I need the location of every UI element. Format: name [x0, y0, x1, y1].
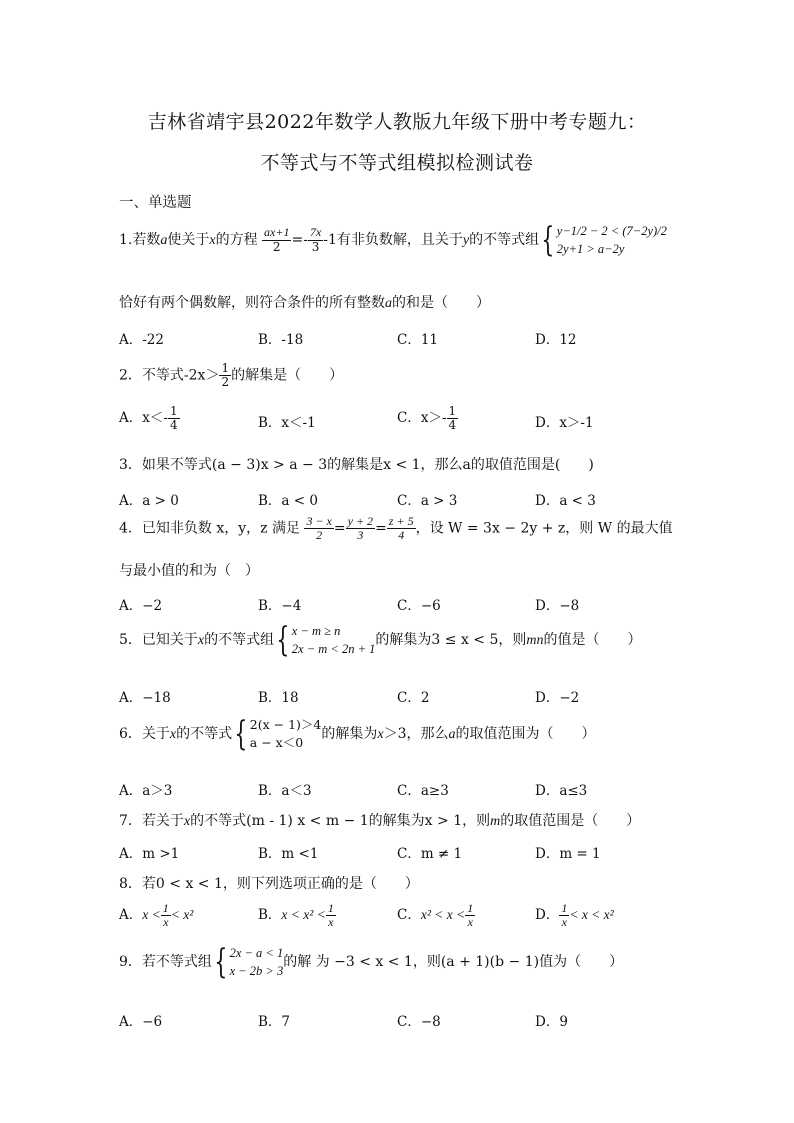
q2-option-c[interactable]: C．x＞- $\frac{1}{4}$: [397, 404, 457, 433]
q5-option-c[interactable]: C．2: [397, 690, 430, 706]
q6-option-c[interactable]: C．a≥3: [397, 783, 449, 799]
q4-option-b[interactable]: B．−4: [258, 598, 302, 614]
q5-option-b[interactable]: B．18: [258, 690, 299, 706]
q3-option-d[interactable]: D．a < 3: [535, 493, 596, 509]
q8-option-b[interactable]: B．x < x² < $\frac{1}{x}$: [258, 901, 334, 930]
q6-option-d[interactable]: D．a≤3: [535, 783, 588, 799]
q9-option-a[interactable]: A．−6: [119, 1014, 163, 1030]
q2-option-a[interactable]: A．x＜- $\frac{1}{4}$: [119, 404, 178, 433]
q4-option-c[interactable]: C．−6: [397, 598, 441, 614]
q2-option-b[interactable]: B．x＜-1: [258, 415, 316, 431]
q6-option-a[interactable]: A．a＞3: [119, 783, 173, 799]
question-1-line-2: 恰好有两个偶数解，则符合条件的所有整数a的和是（ ）: [119, 295, 490, 311]
q2-option-d[interactable]: D．x＞-1: [535, 415, 594, 431]
title-line-1: 吉林省靖宇县2022年数学人教版九年级下册中考专题九：: [147, 111, 647, 133]
q9-option-b[interactable]: B．7: [258, 1014, 291, 1030]
q7-option-a[interactable]: A．m >1: [119, 846, 180, 862]
question-1: 1.若数a使关于x的方程 $\frac{ax+1}{2}$ =- $\frac{7x}{3}$ -1有非负数解，且关于y的不等式组{ y−1/2 − 2 < (7−2y)/2 2y+1 > a−2y: [119, 220, 667, 261]
q7-option-d[interactable]: D．m = 1: [535, 846, 601, 862]
q3-option-c[interactable]: C．a > 3: [397, 493, 458, 509]
question-9: 9．若不等式组{ 2x − a < 1 x − 2b > 3 的解 为 −3 < x < 1，则(a + 1)(b − 1)值为（ ）: [119, 942, 624, 983]
q3-option-b[interactable]: B．a < 0: [258, 493, 318, 509]
q4-option-a[interactable]: A．−2: [119, 598, 163, 614]
q7-option-c[interactable]: C．m ≠ 1: [397, 846, 463, 862]
q5-option-a[interactable]: A．−18: [119, 690, 171, 706]
question-4-line-2: 与最小值的和为（ ）: [119, 563, 259, 579]
q1-option-d[interactable]: D．12: [535, 332, 577, 348]
q8-option-d[interactable]: D． $\frac{1}{x}$ < x < x²: [535, 901, 614, 930]
q8-option-a[interactable]: A．x < $\frac{1}{x}$ < x²: [119, 901, 194, 930]
q7-option-b[interactable]: B．m <1: [258, 846, 319, 862]
question-7: 7．若关于x的不等式(m - 1) x < m − 1的解集为x > 1，则m的取值范围是（ ）: [119, 813, 641, 829]
q6-option-b[interactable]: B．a＜3: [258, 783, 312, 799]
question-5: 5．已知关于x的不等式组{ x − m ≥ n 2x − m < 2n + 1 的解集为3 ≤ x < 5，则mn的值是（ ）: [119, 620, 642, 661]
q1-option-a[interactable]: A．-22: [119, 332, 164, 348]
question-4: 4．已知非负数 x，y，z 满足 $\frac{3 - x}{2}$ = $\frac{y + 2}{3}$ = $\frac{z + 5}{4}$ ，设 W = 3x − 2y + z，则 W 的最大值: [119, 514, 673, 543]
title-line-2: 不等式与不等式组模拟检测试卷: [260, 152, 534, 174]
q1-option-b[interactable]: B．-18: [258, 332, 304, 348]
q8-option-c[interactable]: C．x² < x < $\frac{1}{x}$: [397, 901, 474, 930]
q9-option-d[interactable]: D．9: [535, 1014, 568, 1030]
question-6: 6．关于x的不等式{ 2(x − 1)＞4 a − x＜0 的解集为x＞3，那么a的取值范围为（ ）: [119, 714, 596, 755]
section-heading: 一、单选题: [119, 195, 192, 211]
q1-option-c[interactable]: C．11: [397, 332, 439, 348]
q3-option-a[interactable]: A．a > 0: [119, 493, 179, 509]
question-8: 8．若0 < x < 1，则下列选项正确的是（ ）: [119, 876, 419, 892]
question-2: 2．不等式-2x＞ $\frac{1}{2}$ 的解集是（ ）: [119, 361, 344, 390]
question-3: 3．如果不等式(a − 3)x > a − 3的解集是x < 1，那么a的取值范围是( ): [119, 457, 594, 473]
q4-option-d[interactable]: D．−8: [535, 598, 580, 614]
q5-option-d[interactable]: D．−2: [535, 690, 580, 706]
q9-option-c[interactable]: C．−8: [397, 1014, 441, 1030]
